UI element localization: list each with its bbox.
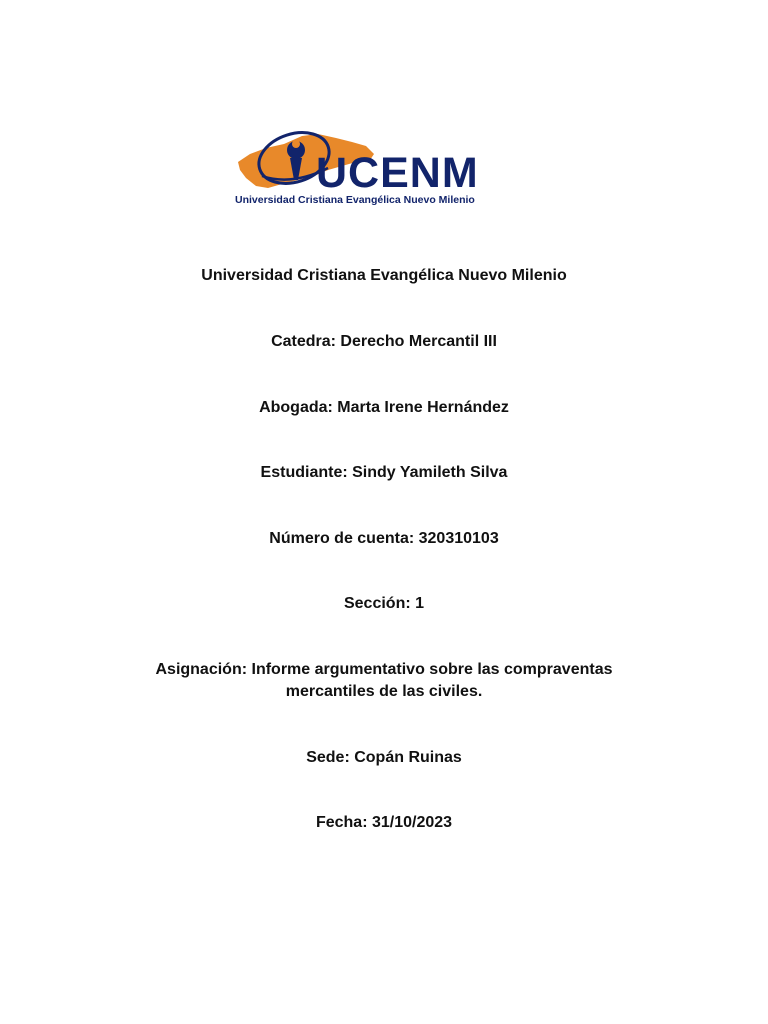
logo-subtitle: Universidad Cristiana Evangélica Nuevo Milenio	[235, 194, 475, 206]
abogada-line: Abogada: Marta Irene Hernández	[259, 399, 509, 416]
estudiante-line: Estudiante: Sindy Yamileth Silva	[260, 464, 508, 481]
seccion-line: Sección: 1	[343, 595, 425, 612]
logo-acronym: UCENM	[316, 149, 479, 197]
catedra-line: Catedra: Derecho Mercantil III	[271, 333, 497, 350]
cuenta-line: Número de cuenta: 320310103	[269, 530, 499, 547]
asignacion-line-1: Asignación: Informe argumentativo sobre las compraventas	[155, 661, 613, 678]
asignacion-line-2: mercantiles de las civiles.	[285, 683, 483, 700]
sede-line: Sede: Copán Ruinas	[306, 749, 462, 766]
fecha-line: Fecha: 31/10/2023	[315, 814, 453, 831]
university-name: Universidad Cristiana Evangélica Nuevo Milenio	[201, 267, 567, 284]
ucenm-logo	[232, 124, 528, 214]
